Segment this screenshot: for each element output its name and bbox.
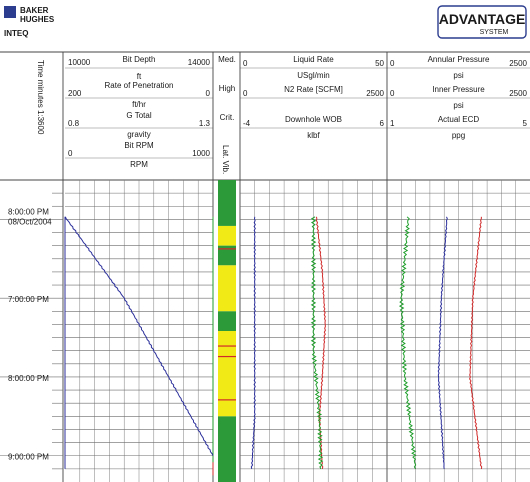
vibration-segment bbox=[218, 311, 236, 331]
track3-name: Annular Pressure bbox=[427, 55, 490, 64]
track2-name: N2 Rate [SCFM] bbox=[284, 85, 343, 94]
track3-min: 0 bbox=[390, 89, 395, 98]
track3-unit: ppg bbox=[451, 131, 466, 140]
advantage-logo bbox=[438, 6, 526, 38]
track-headers bbox=[65, 55, 530, 174]
vibration-segment bbox=[218, 265, 236, 311]
vib-label: Lat. Vib. bbox=[221, 145, 230, 175]
track3-name: Actual ECD bbox=[437, 115, 480, 124]
curve-inner-pressure bbox=[470, 217, 482, 469]
track3-unit: psi bbox=[453, 101, 464, 110]
track1-min: 0 bbox=[68, 149, 73, 158]
track2-name: Liquid Rate bbox=[293, 55, 334, 64]
vibration-critical-flag bbox=[218, 345, 236, 346]
vib-level-label: Crit. bbox=[219, 113, 235, 122]
track2-max: 6 bbox=[379, 119, 384, 128]
track3-max: 5 bbox=[522, 119, 527, 128]
time-label: 8:00:00 PM bbox=[8, 373, 49, 383]
company-line1: BAKER bbox=[20, 6, 49, 15]
track3-min: 0 bbox=[390, 59, 395, 68]
logo-mark-icon bbox=[4, 6, 16, 18]
track2-min: -4 bbox=[243, 119, 251, 128]
product-logo-line1: ADVANTAGE bbox=[438, 11, 526, 27]
track3-name: Inner Pressure bbox=[432, 85, 485, 94]
vibration-critical-flag bbox=[218, 248, 236, 249]
baker-hughes-logo bbox=[4, 6, 55, 38]
track3-max: 2500 bbox=[509, 89, 527, 98]
vib-level-label: Med. bbox=[218, 55, 236, 64]
time-labels bbox=[8, 207, 52, 461]
track2-max: 50 bbox=[375, 59, 384, 68]
curve-annular-pressure bbox=[438, 217, 447, 469]
track3-min: 1 bbox=[390, 119, 395, 128]
track1-max: 1.3 bbox=[198, 119, 210, 128]
division-name: INTEQ bbox=[4, 29, 29, 38]
vibration-critical-flag bbox=[218, 399, 236, 400]
track2-unit: klbf bbox=[307, 131, 320, 140]
vibration-segment bbox=[218, 331, 236, 416]
track1-name: Rate of Penetration bbox=[104, 81, 174, 90]
track1-name: Bit RPM bbox=[124, 141, 154, 150]
vibration-segment bbox=[218, 226, 236, 246]
track1-min: 0.8 bbox=[68, 119, 80, 128]
vibration-segment bbox=[218, 416, 236, 482]
time-label: 9:00:00 PM bbox=[8, 452, 49, 462]
curve-actual-ecd bbox=[400, 217, 416, 469]
date-label: 08/Oct/2004 bbox=[8, 217, 52, 227]
company-line2: HUGHES bbox=[20, 15, 55, 24]
log-curves bbox=[65, 217, 482, 476]
time-label: 7:00:00 PM bbox=[8, 295, 49, 305]
track2-unit: USgl/min bbox=[297, 71, 330, 80]
track1-name: G Total bbox=[126, 111, 152, 120]
track1-min: 10000 bbox=[68, 58, 91, 67]
track2-min: 0 bbox=[243, 89, 248, 98]
track1-max: 14000 bbox=[187, 58, 210, 67]
lateral-vibration-track bbox=[218, 180, 236, 482]
track2-max: 2500 bbox=[366, 89, 384, 98]
track2-min: 0 bbox=[243, 59, 248, 68]
track1-min: 200 bbox=[68, 89, 82, 98]
track2-name: Downhole WOB bbox=[285, 115, 342, 124]
track1-unit: gravity bbox=[127, 130, 151, 139]
track1-max: 1000 bbox=[192, 149, 210, 158]
product-logo-line2: SYSTEM bbox=[479, 29, 509, 36]
vib-level-label: High bbox=[218, 84, 236, 93]
time-axis-header: Time minutes 1:3600 bbox=[36, 60, 45, 135]
vibration-segment bbox=[218, 180, 236, 226]
track1-unit: RPM bbox=[130, 160, 148, 169]
track1-name: Bit Depth bbox=[122, 55, 156, 64]
vibration-critical-flag bbox=[218, 356, 236, 357]
track3-unit: psi bbox=[453, 71, 464, 80]
time-label: 8:00:00 PM bbox=[8, 207, 49, 217]
track3-max: 2500 bbox=[509, 59, 527, 68]
track1-max: 0 bbox=[205, 89, 210, 98]
track1-unit: ft bbox=[136, 72, 142, 81]
track1-unit: ft/hr bbox=[132, 100, 146, 109]
